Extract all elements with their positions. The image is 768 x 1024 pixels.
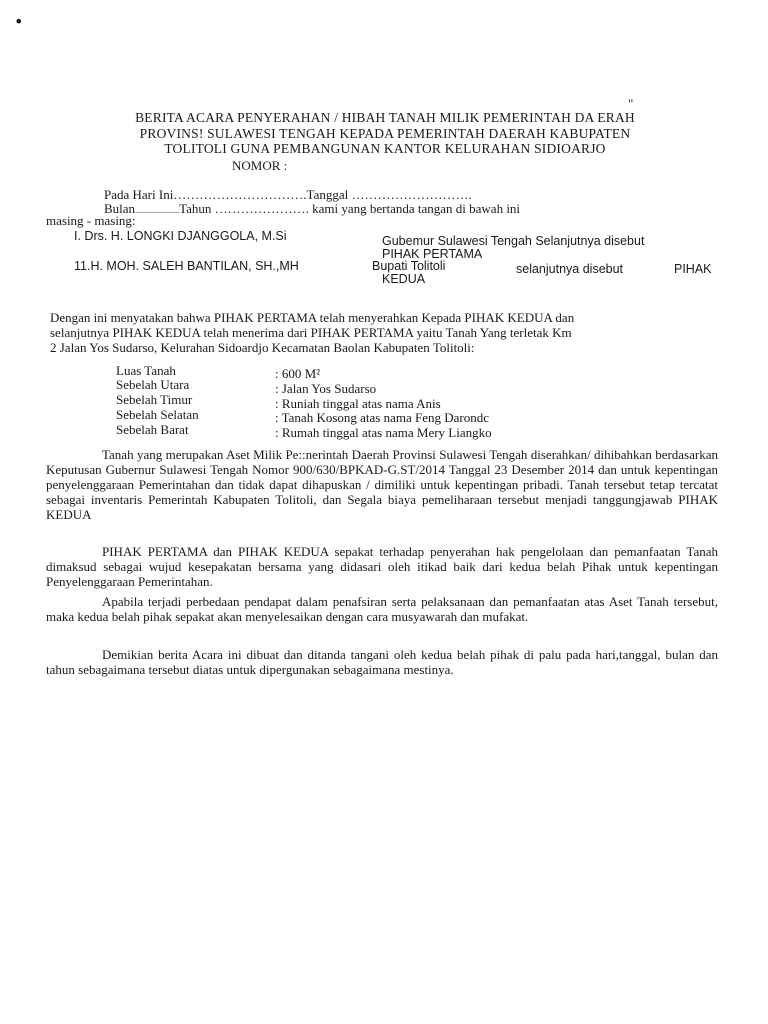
party-1-description: Gubemur Sulawesi Tengah Selanjutnya disebut	[382, 234, 645, 248]
paragraph-asset-transfer: Tanah yang merupakan Aset Milik Pe::nerintah Daerah Provinsi Sulawesi Tengah diserahkan/ dihibahkan berdasarkan Keputusan Gubernur Sulawesi Tengah Nomor 900/630/BPKAD-G.ST/2014 Tanggal 23 Desember 2014 dan untuk kepentingan penyelenggaraan Pemerintahan dan tidak dapat dihapuskan / dimiliki untuk kepentingan pribadi. Tanah tersebut tetap tercatat sebagai inventaris Pemerintah Kabupaten Tolitoli, dan Segala biaya pemeliharaan tersebut menjadi tanggungjawab PIHAK KEDUA	[46, 447, 718, 522]
land-detail-label: Sebelah Selatan	[116, 407, 199, 422]
intro-month-year-line	[104, 201, 520, 217]
intro-date-line: Pada Hari Ini………………………….Tanggal ……………………….	[104, 187, 472, 202]
land-detail-value: : Rumah tinggal atas nama Mery Liangko	[275, 425, 492, 440]
document-title-line-1: BERITA ACARA PENYERAHAN / HIBAH TANAH MILIK PEMERINTAH DA ERAH	[135, 110, 635, 125]
intro-year-text: Tahun …………………. kami yang bertanda tangan di bawah ini	[179, 201, 521, 216]
document-title-line-3: TOLITOLI GUNA PEMBANGUNAN KANTOR KELURAHAN SIDIOARJO	[164, 141, 606, 156]
paragraph-agreement: PIHAK PERTAMA dan PIHAK KEDUA sepakat terhadap penyerahan hak pengelolaan dan pemanfaatan Tanah dimaksud sebagai wujud kesepakatan bersama yang didasari oleh itikad baik dari kedua belah Pihak untuk kepentingan Penyelenggaraan Pemerintahan.	[46, 544, 718, 589]
land-detail-value: : Tanah Kosong atas nama Feng Darondc	[275, 410, 490, 425]
document-number-label: NOMOR :	[232, 158, 288, 173]
intro-month-label: Bulan	[104, 201, 136, 216]
land-detail-value: : Jalan Yos Sudarso	[275, 381, 377, 396]
land-detail-value: : Runiah tinggal atas nama Anis	[275, 396, 441, 411]
intro-masing-masing: masing - masing:	[46, 213, 136, 228]
party-1-name: I. Drs. H. LONGKI DJANGGOLA, M.Si	[74, 229, 287, 243]
land-detail-label: Sebelah Barat	[116, 422, 189, 437]
party-2-label-b: KEDUA	[382, 272, 426, 286]
title-quote-mark: "	[628, 96, 634, 111]
land-detail-value: : 600 M²	[275, 366, 321, 381]
statement-line-1: Dengan ini menyatakan bahwa PIHAK PERTAMA telah menyerahkan Kepada PIHAK KEDUA dan	[50, 310, 575, 325]
bullet-mark: •	[14, 12, 24, 31]
paragraph-dispute-resolution: Apabila terjadi perbedaan pendapat dalam penafsiran serta pelaksanaan dan pemanfaatan atas Aset Tanah tersebut, maka kedua belah pihak sepakat akan menyelesaikan dengan cara musyawarah dan mufakat.	[46, 594, 718, 624]
document-title-line-2: PROVINS! SULAWESI TENGAH KEPADA PEMERINTAH DAERAH KABUPATEN	[139, 126, 631, 141]
statement-line-2: selanjutnya PIHAK KEDUA telah menerima dari PIHAK PERTAMA yaitu Tanah Yang terletak Km	[50, 325, 572, 340]
land-detail-label: Sebelah Timur	[116, 392, 193, 407]
intro-month-dots: ......................	[135, 206, 180, 215]
paragraph-closing: Demikian berita Acara ini dibuat dan ditanda tangani oleh kedua belah pihak di palu pada hari,tanggal, bulan dan tahun sebagaimana tersebut diatas untuk dipergunakan sebagaimana mestinya.	[46, 647, 718, 677]
land-detail-label: Sebelah Utara	[116, 377, 190, 392]
party-1-label: PIHAK PERTAMA	[382, 247, 483, 261]
party-2-label-a: PIHAK	[674, 262, 712, 276]
statement-line-3: 2 Jalan Yos Sudarso, Kelurahan Sidoardjo Kecamatan Baolan Kabupaten Tolitoli:	[50, 340, 475, 355]
land-detail-label: Luas Tanah	[116, 363, 176, 378]
party-2-description: selanjutnya disebut	[516, 262, 624, 276]
party-2-name: 11.H. MOH. SALEH BANTILAN, SH.,MH	[74, 259, 299, 273]
party-2-role: Bupati Tolitoli	[372, 259, 446, 273]
